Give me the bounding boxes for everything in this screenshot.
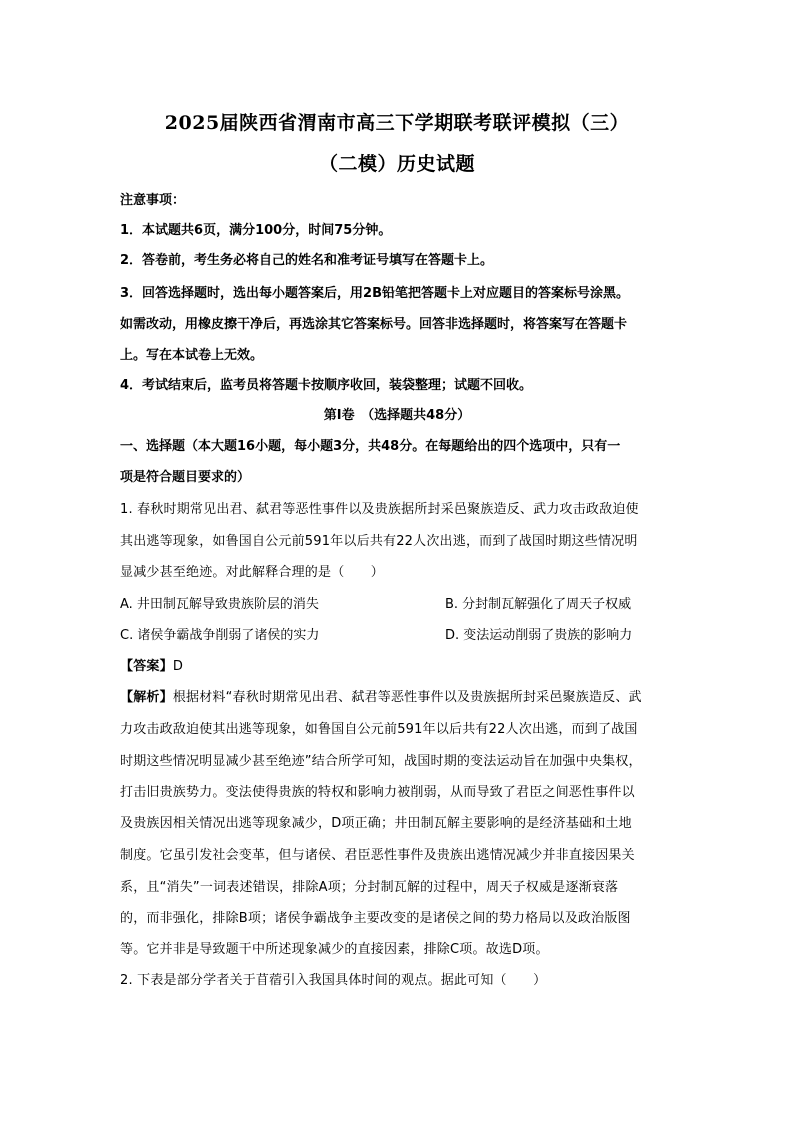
page-title-line1: 2025届陕西省渭南市高三下学期联考联评模拟（三） (164, 112, 630, 134)
question-1-option-d: D. 变法运动削弱了贵族的影响力 (445, 628, 633, 643)
part1-instructions-line2: 项是符合题目要求的） (120, 470, 251, 485)
section-title: 第Ⅰ卷 （选择题共48分） (323, 408, 471, 423)
analysis-text: 根据材料“春秋时期常见出君、弑君等恶性事件以及贵族据所封采邑聚族造反、武 (172, 690, 642, 705)
notice-heading: 注意事项： (120, 193, 186, 208)
question-1-analysis-line9: 等。它并非是导致题干中所述现象减少的直接因素，排除C项。故选D项。 (120, 942, 549, 957)
question-1-analysis-line5: 及贵族因相关情况出逃等现象减少，D项正确；井田制瓦解主要影响的是经济基础和土地 (120, 816, 632, 831)
notice-item-4: 4．考试结束后，监考员将答题卡按顺序收回，装袋整理；试题不回收。 (120, 378, 533, 393)
notice-item-1: 1．本试题共6页，满分100分，时间75分钟。 (120, 223, 392, 238)
notice-item-3-line1: 3．回答选择题时，选出每小题答案后，用2B铅笔把答题卡上对应题目的答案标号涂黑。 (120, 286, 630, 301)
notice-item-2: 2．答卷前，考生务必将自己的姓名和准考证号填写在答题卡上。 (120, 253, 494, 268)
question-1-option-c: C. 诸侯争霸战争削弱了诸侯的实力 (120, 628, 320, 643)
page-title-line2: （二模）历史试题 (318, 153, 475, 175)
question-1-option-b: B. 分封制瓦解强化了周天子权威 (445, 597, 632, 612)
question-2-stem-line1: 2. 下表是部分学者关于苜蓿引入我国具体时间的观点。据此可知（ ） (120, 973, 547, 988)
question-1-analysis-line4: 打击旧贵族势力。变法使得贵族的特权和影响力被削弱，从而导致了君臣之间恶性事件以 (120, 785, 635, 800)
question-1-analysis-line2: 力攻击政敌迫使其出逃等现象，如鲁国自公元前591年以后共有22人次出逃，而到了战国 (120, 722, 638, 737)
question-1-analysis-line6: 制度。它虽引发社会变革，但与诸侯、君臣恶性事件及贵族出逃情况减少并非直接因果关 (120, 848, 635, 863)
question-1-option-a: A. 井田制瓦解导致贵族阶层的消失 (120, 597, 319, 612)
question-1-analysis-line3: 时期这些情况明显减少甚至绝迹”结合所学可知，战国时期的变法运动旨在加强中央集权， (120, 754, 642, 769)
answer-label: 【答案】 (120, 659, 173, 674)
question-1-stem-line2: 其出逃等现象，如鲁国自公元前591年以后共有22人次出逃，而到了战国时期这些情况明 (120, 534, 638, 549)
question-1-stem-line1: 1. 春秋时期常见出君、弑君等恶性事件以及贵族据所封采邑聚族造反、武力攻击政敌迫使 (120, 502, 639, 517)
question-1-analysis-line1 (120, 686, 676, 705)
question-1-stem-line3: 显减少甚至绝迹。对此解释合理的是（ ） (120, 565, 385, 580)
question-1-analysis-line7: 系，且“消失”一词表述错误，排除A项；分封制瓦解的过程中，周天子权威是逐渐衰落 (120, 880, 619, 895)
notice-item-3-line3: 上。写在本试卷上无效。 (120, 348, 264, 363)
question-1-analysis-line8: 的，而非强化，排除B项；诸侯争霸战争主要改变的是诸侯之间的势力格局以及政治版图 (120, 911, 631, 926)
part1-instructions-line1: 一、选择题（本大题16小题，每小题3分，共48分。在每题给出的四个选项中，只有一 (120, 439, 621, 454)
question-1-answer (120, 655, 676, 674)
notice-item-3-line2: 如需改动，用橡皮擦干净后，再选涂其它答案标号。回答非选择题时，将答案写在答题卡 (120, 317, 628, 332)
analysis-label: 【解析】 (120, 690, 173, 705)
answer-value: D (172, 659, 184, 674)
